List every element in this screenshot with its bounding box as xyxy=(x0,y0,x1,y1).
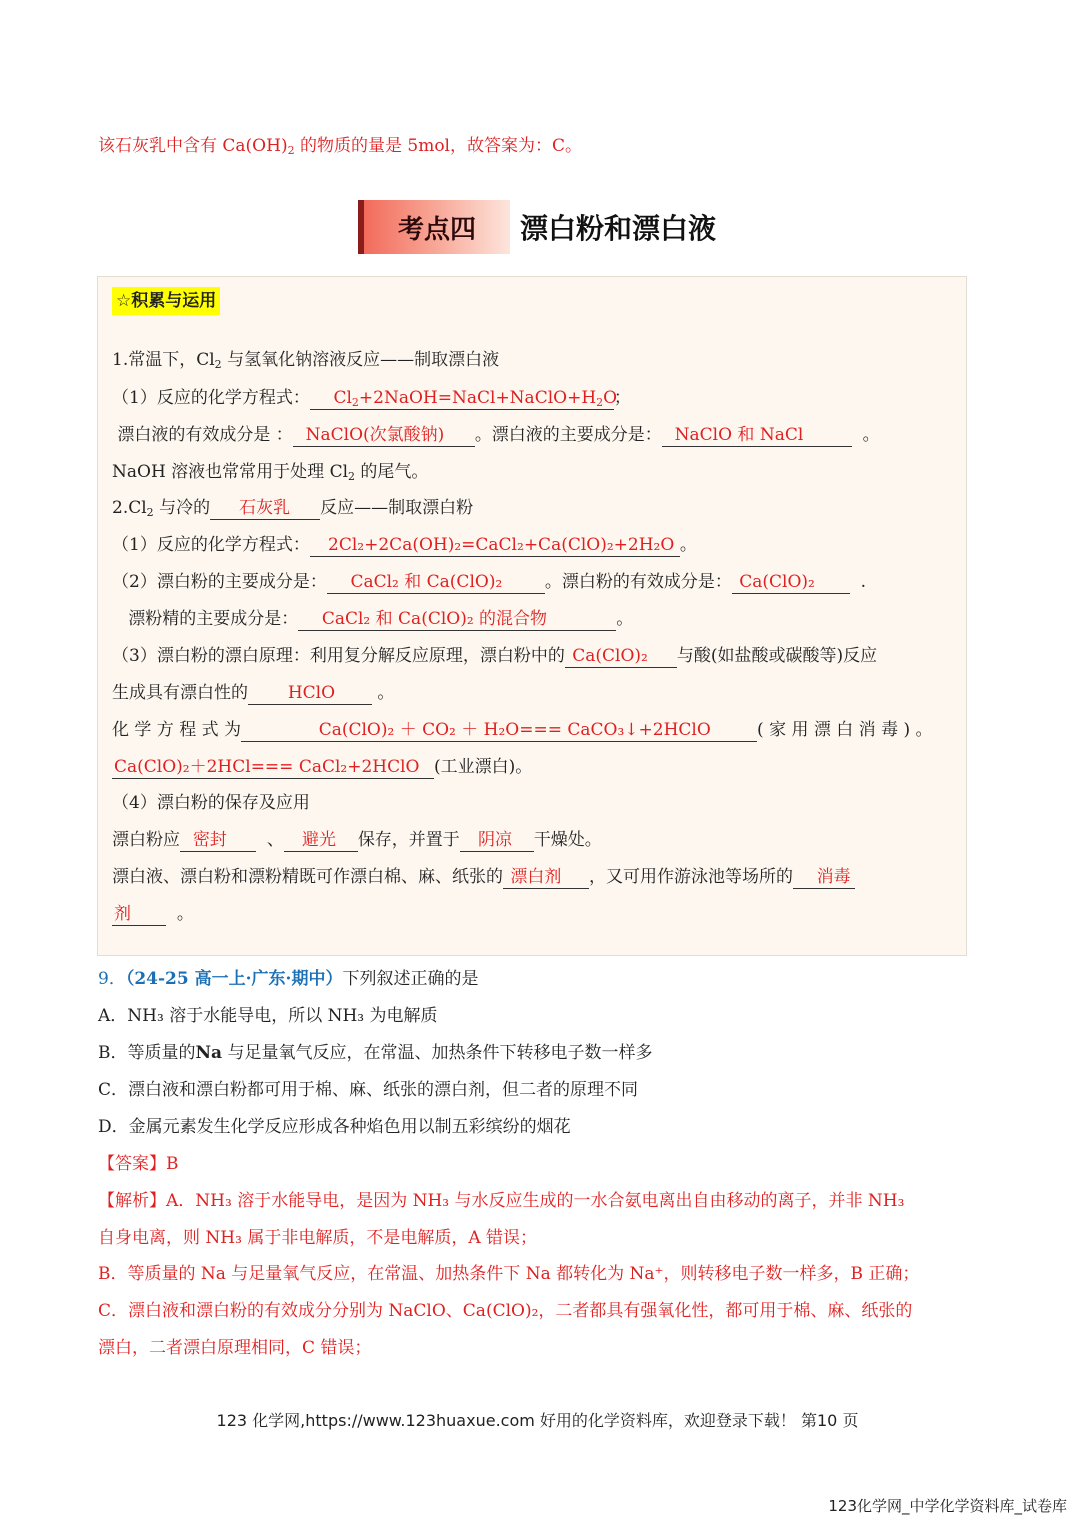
explanation-line-1: 【解析】A．NH₃ 溶于水能导电，是因为 NH₃ 与水反应生成的一水合氨电离出自由移动的离子，并非 NH₃ xyxy=(98,1191,905,1211)
blank-equation-3: Ca(ClO)₂ ＋ CO₂ ＋ H₂O=== CaCO₃↓+2HClO xyxy=(241,719,757,742)
box-line-8: 漂粉精的主要成分是： CaCl₂ 和 Ca(ClO)₂ 的混合物 。 xyxy=(128,609,634,629)
watermark: 123化学网_中学化学资料库_试卷库 xyxy=(828,1497,1067,1515)
blank-sealed: 密封 xyxy=(180,829,256,852)
heading-title: 漂白粉和漂白液 xyxy=(520,212,717,245)
box-line-9: （3）漂白粉的漂白原理：利用复分解反应原理，漂白粉中的 Ca(ClO)₂ 与酸(如盐酸或碳酸等)反应 xyxy=(112,646,878,666)
box-line-16: 剂 。 xyxy=(114,904,194,924)
question-text: 下列叙述正确的是 xyxy=(342,969,479,989)
box-line-11: 化 学 方 程 式 为 Ca(ClO)₂ ＋ CO₂ ＋ H₂O=== CaCO₃↓+2HClO ( 家 用 漂 白 消 毒 ) 。 xyxy=(112,720,933,740)
blank-cool-place: 阴凉 xyxy=(460,829,534,852)
blank-powder-effective: Ca(ClO)₂ xyxy=(732,571,850,594)
box-line-14: 漂白粉应 密封 、 避光 保存，并置于 阴凉 干燥处。 xyxy=(112,830,602,850)
box-line-5: $2.Cl_2$ 与冷的 石灰乳 反应——制取漂白粉 xyxy=(112,498,474,519)
blank-equation-1: $Cl_2+2NaOH=NaCl+NaClO+H_2O$ xyxy=(310,387,614,410)
question-stem xyxy=(98,967,478,991)
box-line-13: （4）漂白粉的保存及应用 xyxy=(112,793,310,813)
box-line-7: （2）漂白粉的主要成分是： CaCl₂ 和 Ca(ClO)₂ 。漂白粉的有效成分是： Ca(ClO)₂ . xyxy=(112,572,867,592)
blank-disinfectant-cont: 剂 xyxy=(112,903,166,926)
blank-bleach-essence: CaCl₂ 和 Ca(ClO)₂ 的混合物 xyxy=(298,608,616,631)
blank-equation-4: Ca(ClO)₂＋2HCl=== CaCl₂+2HClO xyxy=(112,756,434,779)
blank-principle: Ca(ClO)₂ xyxy=(565,645,677,668)
option-b: B．等质量的Na 与足量氧气反应，在常温、加热条件下转移电子数一样多 xyxy=(98,1043,653,1063)
box-line-15: 漂白液、漂白粉和漂粉精既可作漂白棉、麻、纸张的 漂白剂 ，又可用作游泳池等场所的 消毒 xyxy=(112,865,855,889)
blank-disinfectant: 消毒 xyxy=(793,866,855,889)
blank-lime-milk: 石灰乳 xyxy=(210,497,320,520)
box-line-1: 1.常温下，$Cl_2$ 与氢氧化钠溶液反应——制取漂白液 xyxy=(112,350,500,371)
option-d: D．金属元素发生化学反应形成各种焰色用以制五彩缤纷的烟花 xyxy=(98,1117,571,1137)
answer-label: 【答案】B xyxy=(98,1154,179,1174)
blank-bleaching-agent: 漂白剂 xyxy=(503,866,589,889)
heading-tag: 考点四 xyxy=(364,200,510,254)
explanation-line-4: C．漂白液和漂白粉的有效成分分别为 NaClO、Ca(ClO)₂，二者都具有强氧化性，都可用于棉、麻、纸张的 xyxy=(98,1301,913,1321)
subscript: 2 xyxy=(287,144,295,157)
box-line-3: 漂白液的有效成分是 ： NaClO(次氯酸钠) 。漂白液的主要成分是： NaClO 和 NaCl 。 xyxy=(117,425,880,445)
option-c: C．漂白液和漂白粉都可用于棉、麻、纸张的漂白剂，但二者的原理不同 xyxy=(98,1080,639,1100)
box-line-4: NaOH 溶液也常常用于处理 $Cl_2$ 的尾气。 xyxy=(112,462,429,483)
explanation-line-5: 漂白，二者漂白原理相同，C 错误； xyxy=(98,1338,372,1358)
knowledge-box-tag: ☆积累与运用 xyxy=(112,287,220,315)
option-a: A．NH₃ 溶于水能导电，所以 NH₃ 为电解质 xyxy=(98,1006,438,1026)
blank-powder-main: CaCl₂ 和 Ca(ClO)₂ xyxy=(327,571,545,594)
blank-main-component: NaClO 和 NaCl xyxy=(662,424,852,447)
box-line-10: 生成具有漂白性的 HClO 。 xyxy=(112,683,395,703)
blank-light-proof: 避光 xyxy=(284,829,358,852)
explanation-line-3: B．等质量的 Na 与足量氧气反应，在常温、加热条件下 Na 都转化为 Na⁺，则转移电子数一样多，B 正确； xyxy=(98,1264,920,1284)
box-line-6: （1）反应的化学方程式： 2Cl₂+2Ca(OH)₂=CaCl₂+Ca(ClO)₂+2H₂O 。 xyxy=(112,535,697,555)
blank-effective-component: NaClO(次氯酸钠) xyxy=(293,424,475,447)
explanation-line-2: 自身电离，则 NH₃ 属于非电解质，不是电解质，A 错误； xyxy=(98,1228,538,1248)
answer-text: 该石灰乳中含有 Ca(OH) xyxy=(98,136,288,156)
question-source: （24-25 高一上·广东·期中） xyxy=(125,969,343,989)
section-heading xyxy=(358,200,716,254)
question-number: 9． xyxy=(98,969,126,989)
box-line-2: （1）反应的化学方程式： $Cl_2+2NaOH=NaCl+NaClO+H_2O$； xyxy=(112,388,631,409)
answer-text-rest: 的物质的量是 5mol，故答案为：C。 xyxy=(294,136,583,156)
page-footer: 123 化学网,https://www.123huaxue.com 好用的化学资料库，欢迎登录下载！ 第10 页 xyxy=(216,1411,859,1430)
blank-equation-2: 2Cl₂+2Ca(OH)₂=CaCl₂+Ca(ClO)₂+2H₂O xyxy=(310,534,680,557)
previous-answer-line xyxy=(98,131,582,156)
box-line-12: Ca(ClO)₂＋2HCl=== CaCl₂+2HClO (工业漂白)。 xyxy=(114,757,533,777)
blank-hclo: HClO xyxy=(248,682,372,705)
